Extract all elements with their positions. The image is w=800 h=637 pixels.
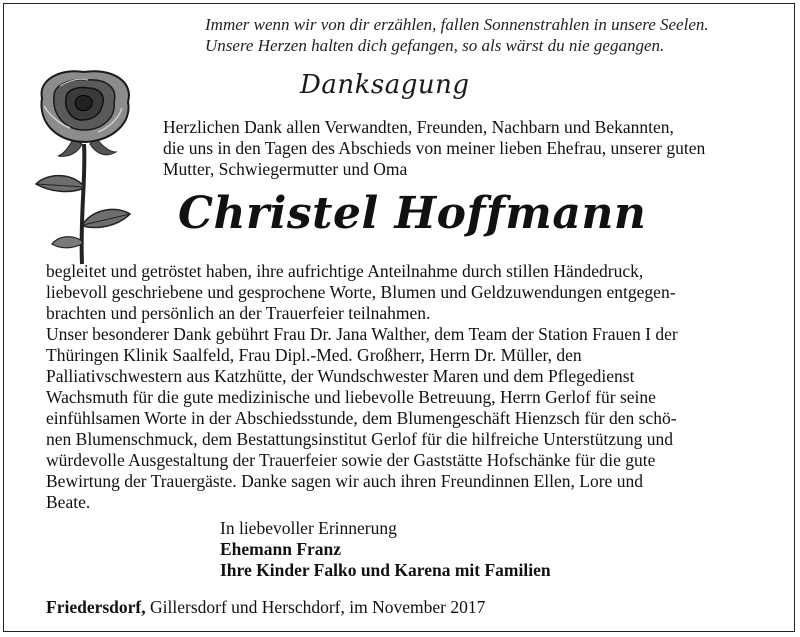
footer-place: Friedersdorf, <box>46 597 146 617</box>
quote-line: Unsere Herzen halten dich gefangen, so als wärst du nie gegangen. <box>205 36 665 55</box>
text-line: die uns in den Tagen des Abschieds von meiner lieben Ehefrau, unserer guten <box>163 138 706 158</box>
deceased-name: Christel Hoffmann <box>178 188 647 239</box>
text-line: begleitet und getröstet haben, ihre aufrichtige Anteilnahme durch stillen Händedruck, <box>46 261 644 281</box>
text-line: Palliativschwestern aus Katzhütte, der Wundschwester Maren und dem Pflegedienst <box>46 366 635 386</box>
heading-danksagung: Danksagung <box>300 70 470 100</box>
signature-children: Ihre Kinder Falko und Karena mit Familien <box>220 560 551 580</box>
memorial-quote <box>205 14 795 56</box>
text-line: Thüringen Klinik Saalfeld, Frau Dipl.-Med. Großherr, Herrn Dr. Müller, den <box>46 345 582 365</box>
text-line: Bewirtung der Trauergäste. Danke sagen wir auch ihren Freundinnen Ellen, Lore und <box>46 471 643 491</box>
text-line: würdevolle Ausgestaltung der Trauerfeier sowie der Gaststätte Hofschänke für die gute <box>46 450 656 470</box>
text-line: Herzlichen Dank allen Verwandten, Freunden, Nachbarn und Bekannten, <box>163 117 674 137</box>
quote-line: Immer wenn wir von dir erzählen, fallen Sonnenstrahlen in unsere Seelen. <box>205 15 709 34</box>
text-line: Beate. <box>46 492 91 512</box>
text-line: Wachsmuth für die gute medizinische und liebevolle Betreuung, Herrn Gerlof für seine <box>46 387 656 407</box>
place-date-line <box>46 597 485 618</box>
text-line: nen Blumenschmuck, dem Bestattungsinstitut Gerlof für die hilfreiche Unterstützung und <box>46 429 673 449</box>
text-line: Mutter, Schwiegermutter und Oma <box>163 159 408 179</box>
intro-paragraph <box>163 117 795 180</box>
signature-block <box>220 518 551 581</box>
text-line: Unser besonderer Dank gebührt Frau Dr. Jana Walther, dem Team der Station Frauen I der <box>46 324 678 344</box>
text-line: einfühlsamen Worte in der Abschiedsstunde, dem Blumengeschäft Hienzsch für den schö- <box>46 408 677 428</box>
footer-rest: Gillersdorf und Herschdorf, im November 2017 <box>145 597 486 617</box>
signature-intro: In liebevoller Erinnerung <box>220 518 397 538</box>
rose-icon <box>14 66 164 266</box>
text-line: brachten und persönlich an der Trauerfeier teilnahmen. <box>46 303 431 323</box>
text-line: liebevoll geschriebene und gesprochene Worte, Blumen und Geldzuwendungen entgegen- <box>46 282 676 302</box>
thanks-paragraph-2 <box>46 324 786 513</box>
signature-husband: Ehemann Franz <box>220 539 342 559</box>
thanks-paragraph-1 <box>46 261 786 324</box>
